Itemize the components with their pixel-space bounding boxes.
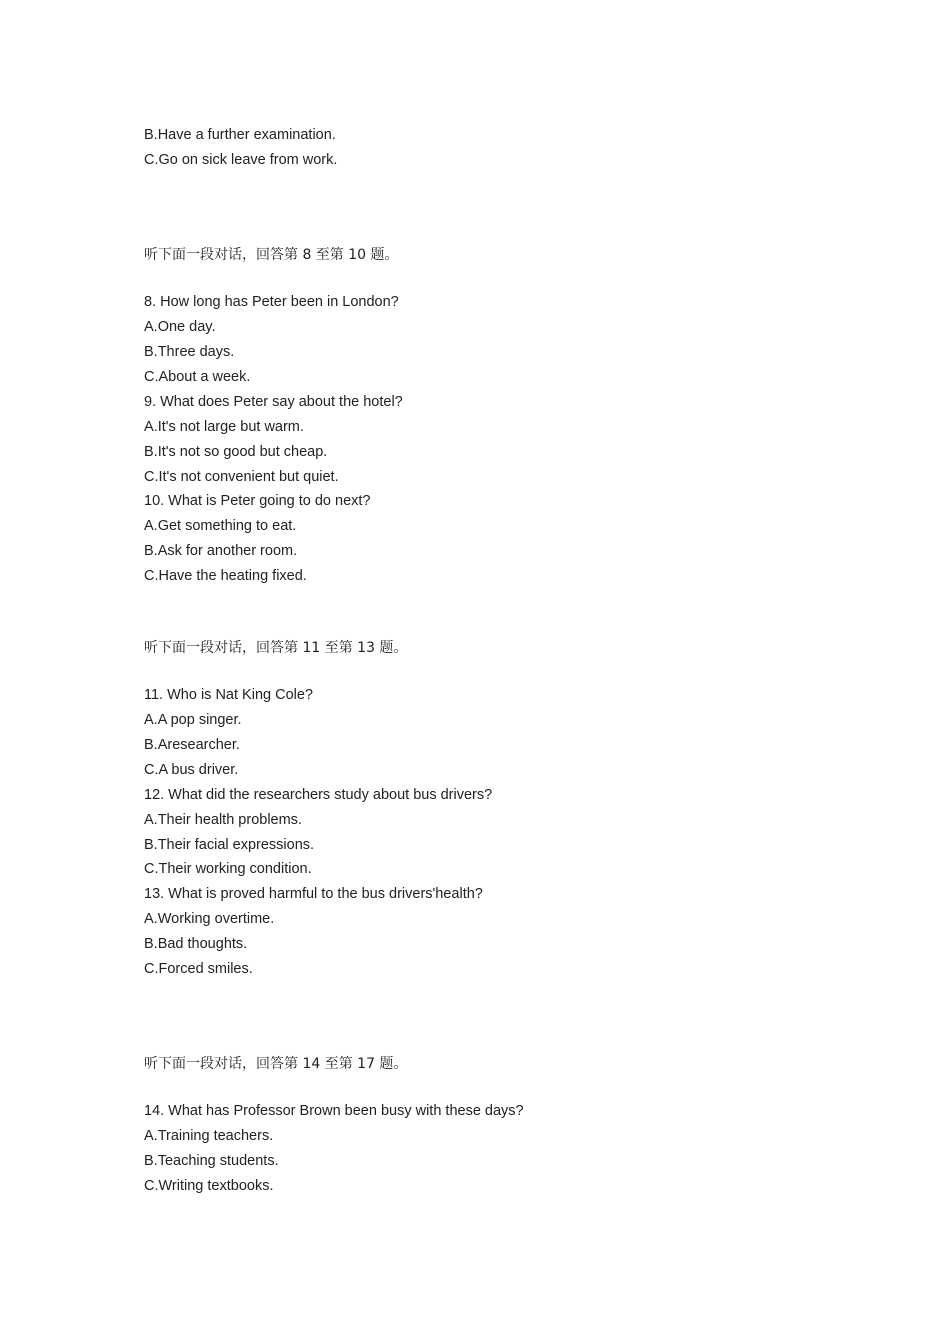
option-b-prev: B.Have a further examination. bbox=[144, 127, 336, 143]
answer-option: B.Teaching students. bbox=[144, 1153, 279, 1169]
question-text: 12. What did the researchers study about bus drivers? bbox=[144, 787, 493, 803]
answer-option: A.Training teachers. bbox=[144, 1128, 274, 1144]
answer-option: C.Have the heating fixed. bbox=[144, 568, 307, 584]
section-title: 听下面一段对话，回答第 14 至第 17 题。 bbox=[144, 1056, 408, 1072]
answer-option: B.Ask for another room. bbox=[144, 543, 298, 559]
answer-option: C.Writing textbooks. bbox=[144, 1178, 274, 1194]
answer-option: C.About a week. bbox=[144, 369, 251, 385]
answer-option: B.Aresearcher. bbox=[144, 737, 240, 753]
answer-option: C.A bus driver. bbox=[144, 762, 239, 778]
question-text: 9. What does Peter say about the hotel? bbox=[144, 394, 403, 410]
answer-option: B.Their facial expressions. bbox=[144, 837, 315, 853]
section-title: 听下面一段对话，回答第 8 至第 10 题。 bbox=[144, 247, 399, 263]
answer-option: C.Forced smiles. bbox=[144, 961, 253, 977]
question-text: 8. How long has Peter been in London? bbox=[144, 294, 399, 310]
answer-option: A.It's not large but warm. bbox=[144, 419, 304, 435]
question-text: 14. What has Professor Brown been busy with these days? bbox=[144, 1103, 524, 1119]
answer-option: B.It's not so good but cheap. bbox=[144, 444, 328, 460]
answer-option: B.Three days. bbox=[144, 344, 235, 360]
section-title: 听下面一段对话，回答第 11 至第 13 题。 bbox=[144, 640, 408, 656]
answer-option: A.Working overtime. bbox=[144, 911, 275, 927]
question-text: 13. What is proved harmful to the bus drivers'health? bbox=[144, 886, 483, 902]
answer-option: B.Bad thoughts. bbox=[144, 936, 248, 952]
answer-option: C.It's not convenient but quiet. bbox=[144, 469, 339, 485]
answer-option: A.One day. bbox=[144, 319, 216, 335]
question-text: 11. Who is Nat King Cole? bbox=[144, 687, 313, 703]
option-c-prev: C.Go on sick leave from work. bbox=[144, 152, 338, 168]
answer-option: A.Get something to eat. bbox=[144, 518, 297, 534]
question-text: 10. What is Peter going to do next? bbox=[144, 493, 371, 509]
answer-option: A.Their health problems. bbox=[144, 812, 302, 828]
answer-option: C.Their working condition. bbox=[144, 861, 312, 877]
answer-option: A.A pop singer. bbox=[144, 712, 242, 728]
